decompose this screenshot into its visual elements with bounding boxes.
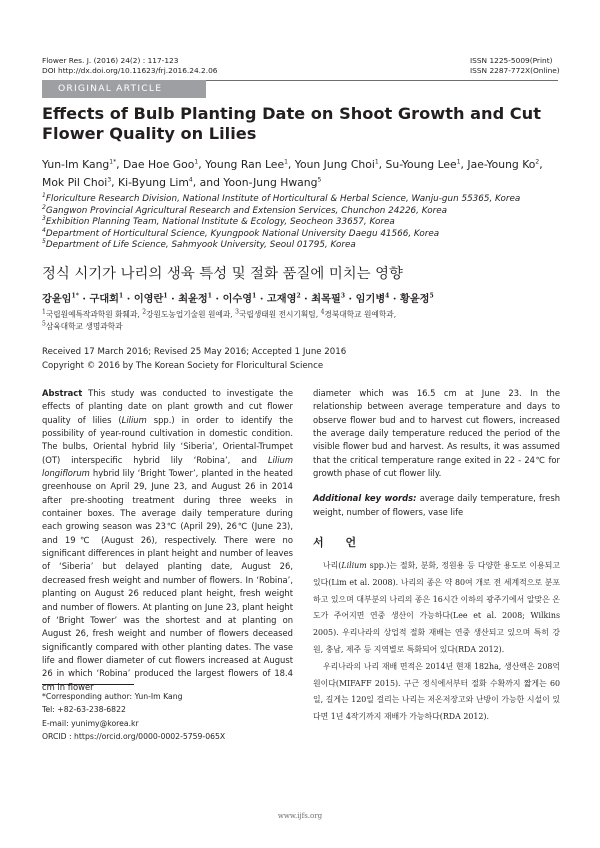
author: Mok Pil Choi$^3$ bbox=[42, 175, 112, 189]
korean-author-list: 강윤임$^{1*}$ · 구대회$^1$ · 이영란$^1$ · 최윤정$^1$ · 이수영$^1$ · 고재영$^2$ · 최목필$^3$ · 임기병$^4$ · 황윤정$^5$ bbox=[42, 292, 434, 305]
author: Young Ran Lee$^1$ bbox=[205, 158, 288, 171]
korean-author: 임기병$^4$ bbox=[355, 292, 390, 305]
author: Su-Young Lee$^1$ bbox=[385, 158, 461, 171]
footnote-divider bbox=[42, 684, 134, 685]
footer-url[interactable]: www.ijfs.org bbox=[277, 812, 323, 820]
affiliation: $^4$Department of Horticultural Science, Kyungpook National University Daegu 41566, Korea bbox=[42, 226, 440, 239]
author: Ki-Byung Lim$^4$ bbox=[118, 175, 193, 189]
issn-online: ISSN 2287-772X(Online) bbox=[470, 66, 560, 75]
corresponding-author: *Corresponding author: Yun-Im Kang bbox=[42, 692, 183, 701]
issn-print: ISSN 1225-5009(Print) bbox=[470, 56, 553, 65]
abstract-column-right bbox=[313, 387, 560, 519]
affiliation: $^3$Exhibition Planning Team, National Institute & Ecology, Seocheon 33657, Korea bbox=[42, 215, 395, 228]
intro-paragraph: 우리나라의 나리 재배 면적은 2014년 현재 182ha, 생산액은 208억원이다(MIFAFF 2015). 구근 정식에서부터 절화 수확까지 짧게는 60일, 길게는 120일 걸리는 나리는 저온저장고와 난방이 가능한 시설이 있다면 1년 4작기까지 재배가 가능하다(RDA 2012). bbox=[313, 661, 560, 722]
affiliation-list bbox=[42, 194, 562, 252]
doi-link[interactable]: DOI http://dx.doi.org/10.11623/frj.2016.24.2.06 bbox=[42, 66, 218, 75]
korean-title: 정식 시기가 나리의 생육 특성 및 절화 품질에 미치는 영향 bbox=[42, 266, 403, 282]
abstract-text: spp.) in order to identify the possibility of year-round cultivation in domestic condition. The bulbs, Oriental hybrid lily ‘Siberia’, Oriental-Trumpet (OT) interspecific hybrid lily ‘Robina’, and bbox=[42, 414, 293, 465]
korean-affiliation: $^2$강원도농업기술원 원예과 bbox=[142, 308, 231, 319]
korean-author: 황윤정$^5$ bbox=[400, 292, 434, 305]
korean-affiliation: $^3$국립생태원 전시기획팀 bbox=[235, 308, 316, 319]
korean-author: 이영란$^1$ bbox=[133, 292, 168, 305]
korean-affiliation: $^5$삼육대학교 생명과학과 bbox=[42, 320, 123, 331]
corresponding-author-footnote bbox=[42, 690, 293, 744]
abstract-italic: Lilium bbox=[121, 414, 147, 425]
submission-history: Received 17 March 2016; Revised 25 May 2016; Accepted 1 June 2016 bbox=[42, 347, 347, 357]
keywords-text: average daily temperature, fresh weight, number of flowers, vase life bbox=[313, 493, 561, 517]
journal-citation: Flower Res. J. (2016) 24(2) : 117-123 bbox=[42, 56, 179, 65]
author: Yun-Im Kang$^{1*}$ bbox=[42, 158, 117, 171]
journal-header-right bbox=[470, 56, 560, 76]
journal-header-left bbox=[42, 56, 217, 76]
abstract-column-left bbox=[42, 387, 293, 694]
korean-author: 강윤임$^{1*}$ bbox=[42, 292, 79, 305]
korean-author: 이수영$^1$ bbox=[222, 292, 257, 305]
korean-affiliation: $^4$경북대학교 원예학과 bbox=[320, 308, 394, 319]
korean-affiliation-list: $^1$국립원예특작과학원 화훼과, $^2$강원도농업기술원 원예과, $^3$국립생태원 전시기획팀, $^4$경북대학교 원예학과, $^5$삼육대학교 생명과학과 bbox=[42, 308, 397, 331]
korean-author: 구대회$^1$ bbox=[89, 292, 124, 305]
orcid-link[interactable]: ORCID : https://orcid.org/0000-0002-5759-065X bbox=[42, 732, 226, 742]
korean-affiliation: $^1$국립원예특작과학원 화훼과 bbox=[42, 308, 138, 319]
intro-body bbox=[313, 558, 560, 726]
paper-title: Effects of Bulb Planting Date on Shoot Growth and Cut Flower Quality on Lilies bbox=[42, 104, 541, 143]
copyright-line: Copyright © 2016 by The Korean Society for Floricultural Science bbox=[42, 360, 324, 371]
affiliation: $^5$Department of Life Science, Sahmyook University, Seoul 01795, Korea bbox=[42, 238, 356, 251]
email-link[interactable]: E-mail: yunimy@korea.kr bbox=[42, 718, 139, 728]
affiliation: $^1$Floriculture Research Division, National Institute of Horticultural & Herbal Science, Wanju-gun 55365, Korea bbox=[42, 192, 521, 204]
abstract-continued: diameter which was 16.5 cm at June 23. In the relationship between average temperature and days to observe flower bud and to harvest cut flowers, increased the average daily temperature reduced the period of the visible flower bud and harvest. As results, it was assumed that the critical temperature range exited in 22 - 24℃ for growth phase of cut flower lily. bbox=[313, 388, 560, 479]
abstract-text: This study was conducted to investigate the effects of planting date on plant growth and cut flower quality of lilies ( bbox=[42, 388, 293, 425]
korean-author: 고재영$^2$ bbox=[266, 292, 301, 305]
intro-heading: 서 언 bbox=[313, 536, 366, 549]
author: Youn Jung Choi$^1$ bbox=[294, 158, 379, 171]
intro-paragraph: 나리(Lilium spp.)는 절화, 분화, 정원용 등 다양한 용도로 이용되고 있다(Lim et al. 2008). 나리의 종은 약 80여 개로 전 세계적으로 분포하고 있으며 대부분의 나리의 종은 16시간 이하의 광주기에서 알맞은 온도가 주어지면 연중 생산이 가능하다(Lee et al. 2008; Wilkins 2005). 우리나라의 상업적 절화 재배는 연중 생산되고 있으며 특히 강원, 충남, 제주 등 지역별로 특화되어 있다(RDA 2012). bbox=[313, 561, 560, 654]
abstract-italic: Lilium longiflorum bbox=[42, 454, 293, 479]
author: Dae Hoe Goo$^1$ bbox=[122, 158, 199, 171]
keywords bbox=[313, 492, 560, 519]
abstract-text: hybrid lily ‘Bright Tower’, planted in the heated greenhouse on April 29, June 23, and August 26 in 2014 after pre-shooting treatment during three weeks in container boxes. The average daily temperature during each growing season was 23℃ (April 29), 26℃ (June 23), and 19℃ (August 26), respectively. There were no significant differences in plant height and number of leaves of ‘Siberia’ but delayed planting date, August 26, decreased fresh weight and number of flowers. In ‘Robina’, planting on August 26 reduced plant height, fresh weight and number of flowers. At planting on June 23, plant height of ‘Bright Tower’ was the shortest and at planting on August 26, fresh weight and number of flowers deceased significantly compared with other planting dates. The vase life and flower diameter of cut flowers increased at August 26 in which ‘Robina’ produced the largest flowers of 18.4 cm in flower bbox=[42, 468, 293, 692]
korean-author: 최윤정$^1$ bbox=[178, 292, 212, 305]
phone: Tel: +82-63-238-6822 bbox=[42, 705, 126, 715]
author: Yoon-Jung Hwang$^5$ bbox=[223, 175, 322, 189]
affiliation: $^2$Gangwon Provincial Agricultural Research and Extension Services, Chunchon 24226, Korea bbox=[42, 203, 447, 216]
author-list: Yun-Im Kang$^{1*}$, Dae Hoe Goo$^1$, Young Ran Lee$^1$, Youn Jung Choi$^1$, Su-Young Lee$^1$, Jae-Young Ko$^2$, Mok Pil Choi$^3$, Ki-Byung Lim$^4$, and Yoon-Jung Hwang$^5$ bbox=[42, 158, 543, 189]
korean-author: 최목필$^3$ bbox=[311, 292, 345, 305]
abstract-label: Abstract bbox=[42, 388, 83, 398]
keywords-label: Additional key words: bbox=[313, 493, 417, 504]
publication-dates bbox=[42, 346, 562, 373]
author: Jae-Young Ko$^2$ bbox=[467, 158, 540, 171]
article-type-badge: ORIGINAL ARTICLE bbox=[42, 80, 206, 98]
